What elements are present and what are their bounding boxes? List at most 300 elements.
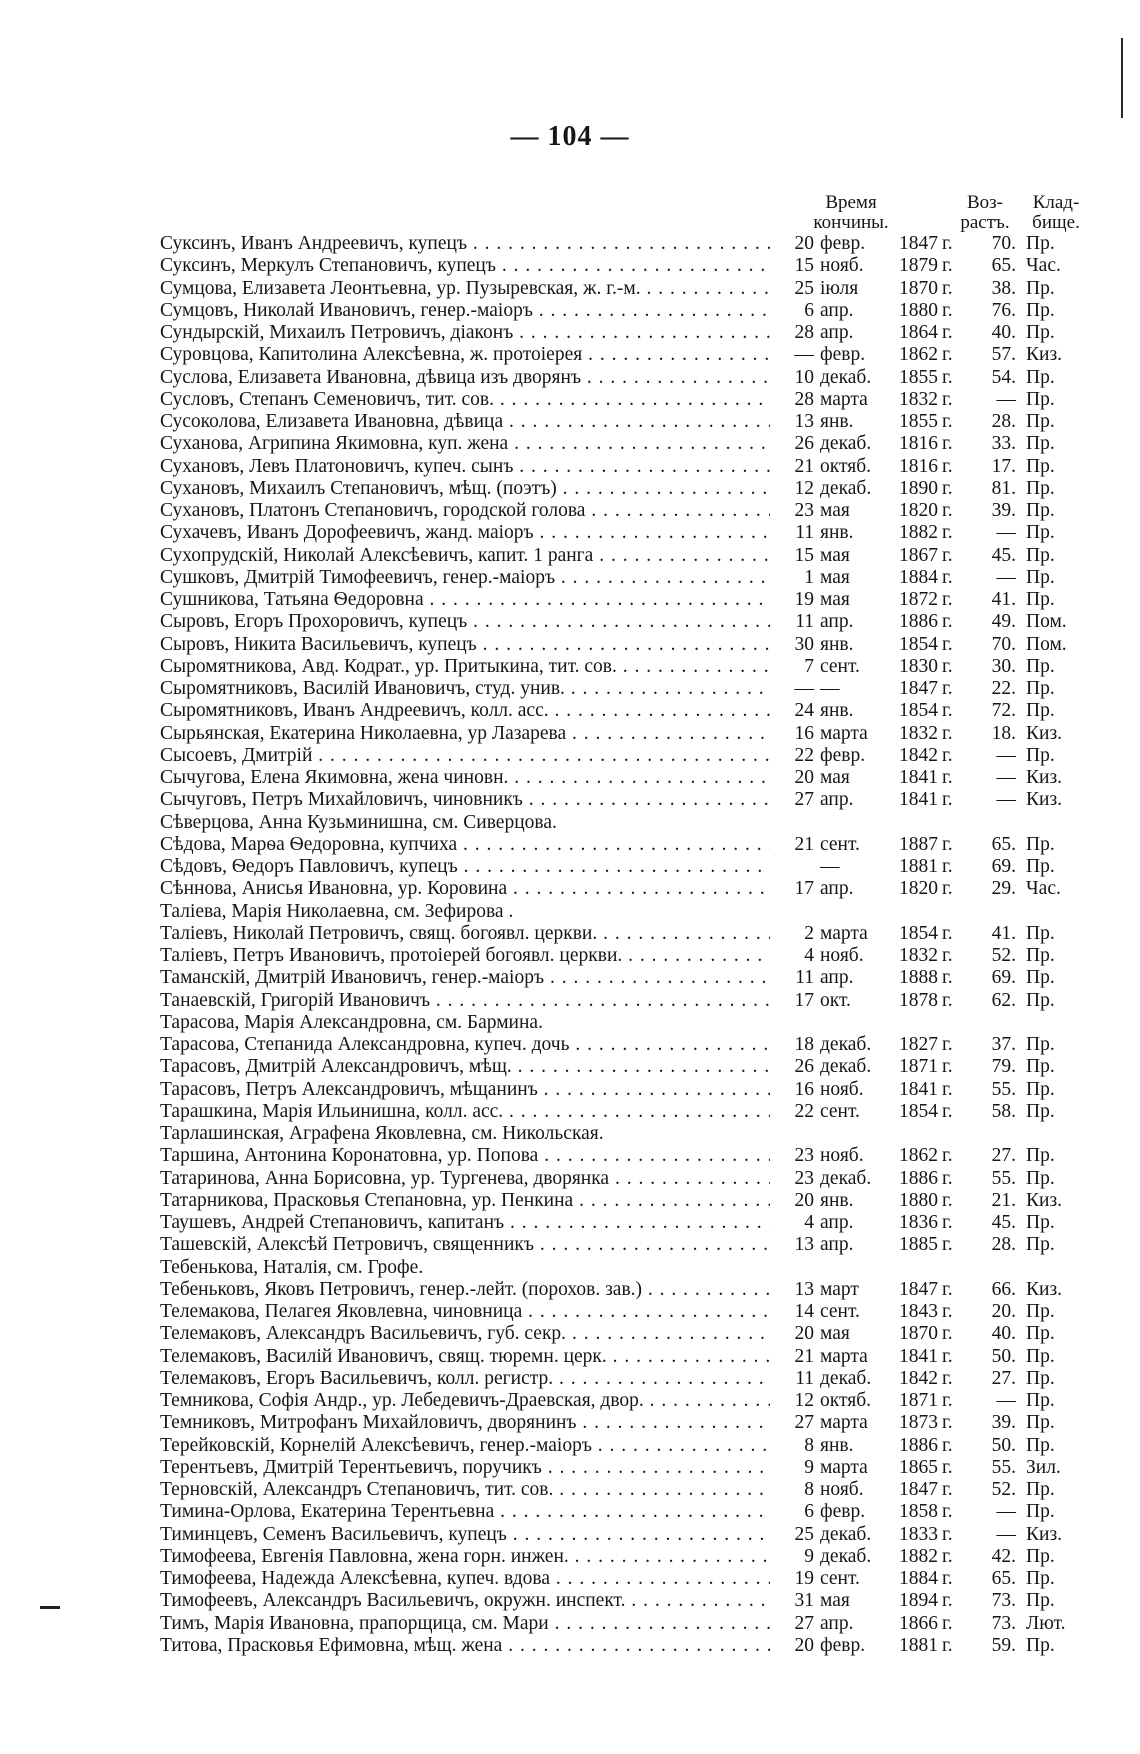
- entry-month: мая: [820, 500, 850, 521]
- list-item: [160, 389, 1120, 411]
- list-item: [160, 478, 1120, 500]
- entry-month: янв.: [820, 1434, 854, 1456]
- entry-year-suffix: г.: [942, 700, 953, 722]
- entry-month: мая: [820, 767, 850, 788]
- entry-year-suffix: г.: [942, 945, 953, 966]
- list-item: [160, 678, 1120, 700]
- entry-year-suffix: г.: [942, 1590, 953, 1612]
- entry-age: 55.: [991, 1078, 1016, 1100]
- entry-age: 79.: [991, 1056, 1016, 1078]
- entry-cemetery: Пр.: [1026, 433, 1055, 455]
- entry-cemetery: Киз.: [1026, 1523, 1063, 1545]
- entry-age: 73.: [991, 1612, 1016, 1634]
- entry-age: 72.: [991, 700, 1016, 722]
- entry-year-suffix: г.: [942, 878, 953, 900]
- entry-year: 1882: [899, 522, 938, 544]
- entry-name: Сѣдова, Марѳа Ѳедоровна, купчиха . . .: [160, 834, 770, 856]
- list-item: [160, 1479, 1120, 1501]
- entry-age: 42.: [991, 1545, 1016, 1567]
- column-header-cemetery-line1: Клад-: [1032, 192, 1080, 213]
- entry-age: 17.: [991, 455, 1016, 477]
- entry-age: 41.: [991, 922, 1016, 944]
- entry-year-suffix: г.: [942, 1479, 953, 1500]
- entry-cemetery: Пр.: [1026, 1078, 1055, 1100]
- entry-month: марта: [820, 1456, 868, 1478]
- entry-name: Суровцова, Капитолина Алексѣевна, ж. протоіерея . . .: [160, 344, 770, 366]
- entry-cemetery: Пр.: [1026, 678, 1055, 699]
- list-item: [160, 1568, 1120, 1590]
- entry-age: 40.: [991, 1323, 1016, 1345]
- entry-day: 11: [795, 1367, 814, 1389]
- entry-cemetery: Пр.: [1026, 544, 1055, 566]
- entry-year: 1890: [899, 477, 938, 499]
- column-header-age-line2: растъ.: [960, 212, 1010, 233]
- entry-name: Тарашкина, Марія Ильинишна, колл. асс. . . .: [160, 1101, 770, 1123]
- entry-day: 15: [794, 255, 814, 277]
- entry-day: 23: [794, 500, 814, 521]
- entry-year-suffix: г.: [942, 233, 953, 254]
- entry-year: 1862: [899, 344, 938, 366]
- entry-day: 20: [794, 233, 814, 254]
- entry-year-suffix: г.: [942, 1234, 953, 1256]
- entry-age: —: [996, 1390, 1016, 1411]
- list-item: [160, 300, 1120, 322]
- entry-age: 81.: [991, 477, 1016, 499]
- entry-name: Титова, Прасковья Ефимовна, мѣщ. жена . . .: [160, 1635, 770, 1657]
- list-item: [160, 1168, 1120, 1190]
- entry-name: Тарасовъ, Петръ Александровичъ, мѣщанинъ . . .: [160, 1079, 770, 1101]
- entry-age: —: [996, 388, 1016, 410]
- list-item: [160, 1368, 1120, 1390]
- entry-name: Терейковскій, Корнелій Алексѣевичъ, генер.-маіоръ . . .: [160, 1435, 770, 1457]
- entry-cemetery: Пр.: [1026, 1034, 1055, 1055]
- entry-day: 9: [804, 1545, 814, 1567]
- entry-month: апр.: [820, 611, 854, 633]
- entry-name: Сухачевъ, Иванъ Дорофеевичъ, жанд. маіоръ . . .: [160, 522, 770, 544]
- list-item: [160, 1212, 1120, 1234]
- entry-day: 19: [794, 589, 814, 610]
- list-item: [160, 545, 1120, 567]
- entry-name: Терентьевъ, Дмитрій Терентьевичъ, поручикъ . . .: [160, 1457, 770, 1479]
- entry-name: Тиминцевъ, Семенъ Васильевичъ, купецъ . . .: [160, 1524, 770, 1546]
- entry-year-suffix: г.: [942, 1056, 953, 1078]
- entry-cemetery: Пр.: [1026, 388, 1055, 410]
- entry-month: сент.: [820, 1301, 860, 1322]
- entry-year: 1872: [899, 589, 938, 610]
- entry-year-suffix: г.: [942, 299, 953, 321]
- list-item: [160, 589, 1120, 611]
- list-item: [160, 367, 1120, 389]
- entry-age: 59.: [991, 1634, 1016, 1656]
- entry-year: 1886: [899, 1434, 938, 1456]
- entry-cemetery: Пр.: [1026, 1590, 1055, 1612]
- entry-day: —: [794, 344, 814, 366]
- entry-year: 1854: [899, 700, 938, 722]
- entry-year-suffix: г.: [942, 1501, 953, 1523]
- entry-year: 1881: [899, 856, 938, 877]
- entry-year-suffix: г.: [942, 433, 953, 455]
- entry-age: 73.: [991, 1590, 1016, 1612]
- entry-year: 1841: [899, 1078, 938, 1100]
- entry-year-suffix: г.: [942, 522, 953, 544]
- entry-cemetery: Час.: [1026, 255, 1061, 277]
- entry-cemetery: Киз.: [1026, 1189, 1063, 1211]
- entry-year-suffix: г.: [942, 1634, 953, 1656]
- entry-name: Таманскій, Дмитрій Ивановичъ, генер.-маіоръ . . .: [160, 967, 770, 989]
- entry-name: Тебеньковъ, Яковъ Петровичъ, генер.-лейт. (порохов. зав.) . . .: [160, 1279, 770, 1301]
- entry-year-suffix: г.: [942, 1545, 953, 1567]
- entry-year-suffix: г.: [942, 477, 953, 499]
- entry-age: 20.: [991, 1301, 1016, 1322]
- entry-age: 66.: [991, 1278, 1016, 1300]
- entry-day: 21: [794, 1345, 814, 1367]
- entry-day: 23: [794, 1145, 814, 1167]
- entry-year: 1894: [899, 1590, 938, 1612]
- entry-age: 65.: [991, 833, 1016, 855]
- entry-age: 28.: [991, 1234, 1016, 1256]
- entry-age: 54.: [991, 366, 1016, 388]
- entry-year: 1882: [899, 1545, 938, 1567]
- entry-name: Таліева, Марія Николаевна, см. Зефирова .: [160, 900, 514, 922]
- entry-month: декаб.: [820, 1167, 872, 1189]
- entry-year-suffix: г.: [942, 1100, 953, 1122]
- entry-age: —: [996, 767, 1016, 788]
- entry-year: 1827: [899, 1034, 938, 1055]
- entry-day: 30: [794, 633, 814, 655]
- entry-day: 8: [804, 1479, 814, 1500]
- entry-age: 49.: [991, 611, 1016, 633]
- entry-name: Таліевъ, Николай Петровичъ, свящ. богоявл. церкви. . . .: [160, 923, 770, 945]
- entry-year: 1820: [899, 878, 938, 900]
- entry-month: нояб.: [820, 1145, 864, 1167]
- entry-month: сент.: [820, 1100, 860, 1122]
- entry-month: апр.: [820, 322, 854, 343]
- entry-name: Сѣверцова, Анна Кузьминишна, см. Сиверцова.: [160, 811, 557, 833]
- entry-age: 57.: [991, 344, 1016, 366]
- entry-month: декаб.: [820, 1545, 872, 1567]
- list-item: [160, 812, 1120, 834]
- entry-name: Тимъ, Марія Ивановна, прапорщица, см. Мари . . .: [160, 1613, 770, 1635]
- entry-day: 9: [804, 1456, 814, 1478]
- entry-name: Татаринова, Анна Борисовна, ур. Тургенева, дворянка . . .: [160, 1168, 770, 1190]
- list-item: [160, 278, 1120, 300]
- entry-month: марта: [820, 1345, 868, 1367]
- entry-year: 1847: [899, 1479, 938, 1500]
- entry-name: Сухановъ, Михаилъ Степановичъ, мѣщ. (поэтъ) . . .: [160, 478, 770, 500]
- entry-age: 28.: [991, 411, 1016, 432]
- entry-cemetery: Пр.: [1026, 655, 1055, 677]
- entry-month: апр.: [820, 299, 854, 321]
- entry-day: 25: [794, 277, 814, 299]
- entry-month: мая: [820, 566, 850, 588]
- entry-day: 17: [794, 878, 814, 900]
- list-item: [160, 789, 1120, 811]
- list-item: [160, 522, 1120, 544]
- entry-month: мая: [820, 544, 850, 566]
- list-item: [160, 1257, 1120, 1279]
- entry-month: декаб.: [820, 1034, 872, 1055]
- entry-year: 1832: [899, 722, 938, 744]
- entry-year: 1841: [899, 1345, 938, 1367]
- entry-age: 52.: [991, 1479, 1016, 1500]
- entry-month: октяб.: [820, 1390, 871, 1411]
- entry-month: марта: [820, 388, 868, 410]
- list-item: [160, 1635, 1120, 1657]
- entry-year: 1880: [899, 299, 938, 321]
- entry-year: 1854: [899, 1100, 938, 1122]
- entry-month: мая: [820, 1590, 850, 1612]
- entry-month: іюля: [820, 277, 859, 299]
- entry-month: февр.: [820, 344, 866, 366]
- entry-year-suffix: г.: [942, 922, 953, 944]
- entry-year: 1855: [899, 366, 938, 388]
- entry-month: —: [820, 856, 840, 877]
- column-header-cemetery-line2: бище.: [1032, 212, 1080, 233]
- entry-cemetery: Пр.: [1026, 967, 1055, 989]
- entry-age: 65.: [991, 255, 1016, 277]
- entry-year-suffix: г.: [942, 655, 953, 677]
- entry-year: 1858: [899, 1501, 938, 1523]
- entry-cemetery: Киз.: [1026, 344, 1063, 366]
- entry-year-suffix: г.: [942, 744, 953, 766]
- entry-year: 1830: [899, 655, 938, 677]
- entry-cemetery: Зил.: [1026, 1456, 1061, 1478]
- list-item: [160, 1234, 1120, 1256]
- entry-day: 20: [794, 1634, 814, 1656]
- entry-day: 20: [794, 1323, 814, 1345]
- entry-day: 2: [804, 922, 814, 944]
- entry-year-suffix: г.: [942, 544, 953, 566]
- entry-age: 69.: [991, 967, 1016, 989]
- list-item: [160, 1279, 1120, 1301]
- entry-name: Сушковъ, Дмитрій Тимофеевичъ, генер.-маіоръ . . .: [160, 567, 770, 589]
- entry-year: 1832: [899, 388, 938, 410]
- entry-year-suffix: г.: [942, 589, 953, 610]
- entry-month: янв.: [820, 522, 854, 544]
- entry-day: 27: [794, 1412, 814, 1434]
- entry-name: Сыромятникова, Авд. Кодрат., ур. Притыкина, тит. сов. . . .: [160, 656, 770, 678]
- entry-age: 29.: [991, 878, 1016, 900]
- entry-age: —: [996, 789, 1016, 811]
- entry-cemetery: Киз.: [1026, 767, 1063, 788]
- list-item: [160, 1056, 1120, 1078]
- list-item: [160, 834, 1120, 856]
- entry-name: Телемаковъ, Александръ Васильевичъ, губ. секр. . . .: [160, 1323, 770, 1345]
- entry-name: Сушникова, Татьяна Ѳедоровна . . .: [160, 589, 770, 611]
- entry-age: 55.: [991, 1456, 1016, 1478]
- entry-month: декаб.: [820, 1367, 872, 1389]
- entry-cemetery: Пр.: [1026, 1545, 1055, 1567]
- entry-cemetery: Лют.: [1026, 1612, 1066, 1634]
- entry-month: мая: [820, 589, 850, 610]
- entry-year-suffix: г.: [942, 255, 953, 277]
- entry-name: Тарасовъ, Дмитрій Александровичъ, мѣщ. . . .: [160, 1056, 770, 1078]
- entry-cemetery: Пр.: [1026, 1568, 1055, 1589]
- entry-month: апр.: [820, 1234, 854, 1256]
- entry-month: нояб.: [820, 945, 864, 966]
- entry-name: Суксинъ, Иванъ Андреевичъ, купецъ . . .: [160, 233, 770, 255]
- list-item: [160, 767, 1120, 789]
- entry-year: 1847: [899, 1278, 938, 1300]
- entry-name: Тимофеева, Надежда Алексѣевна, купеч. вдова . . .: [160, 1568, 770, 1590]
- scan-edge-line: [1121, 38, 1123, 118]
- list-item: [160, 233, 1120, 255]
- entry-month: апр.: [820, 878, 854, 900]
- entry-year: 1816: [899, 433, 938, 455]
- entry-name: Телемаковъ, Егоръ Васильевичъ, колл. регистр. . . .: [160, 1368, 770, 1390]
- entry-day: 4: [804, 945, 814, 966]
- entry-year-suffix: г.: [942, 1323, 953, 1345]
- list-item: [160, 945, 1120, 967]
- list-item: [160, 1524, 1120, 1546]
- entry-cemetery: Пр.: [1026, 1212, 1055, 1233]
- entry-year: 1832: [899, 945, 938, 966]
- entry-year: 1865: [899, 1456, 938, 1478]
- list-item: [160, 723, 1120, 745]
- entry-cemetery: Пр.: [1026, 455, 1055, 477]
- entry-day: 21: [794, 833, 814, 855]
- entry-day: 8: [804, 1434, 814, 1456]
- entry-age: 58.: [991, 1100, 1016, 1122]
- entry-cemetery: Пр.: [1026, 566, 1055, 588]
- entry-name: Татарникова, Прасковья Степановна, ур. Пенкина . . .: [160, 1190, 770, 1212]
- entry-cemetery: Пр.: [1026, 1100, 1055, 1122]
- entry-day: 26: [794, 1056, 814, 1078]
- entry-month: сент.: [820, 1568, 860, 1589]
- entry-month: —: [820, 678, 840, 699]
- entry-age: 70.: [991, 233, 1016, 254]
- entry-year-suffix: г.: [942, 277, 953, 299]
- entry-year-suffix: г.: [942, 1034, 953, 1055]
- list-item: [160, 967, 1120, 989]
- list-item: [160, 255, 1120, 277]
- entry-name: Сѣннова, Анисья Ивановна, ур. Коровина . . .: [160, 878, 770, 900]
- entry-day: 11: [795, 522, 814, 544]
- entry-name: Суксинъ, Меркулъ Степановичъ, купецъ . . .: [160, 255, 770, 277]
- entry-name: Тебенькова, Наталія, см. Грофе.: [160, 1256, 424, 1278]
- entry-day: 13: [794, 1278, 814, 1300]
- entry-year: 1870: [899, 277, 938, 299]
- entry-name: Сумцовъ, Николай Ивановичъ, генер.-маіоръ . . .: [160, 300, 770, 322]
- entry-month: мая: [820, 1323, 850, 1345]
- entry-year-suffix: г.: [942, 767, 953, 788]
- entry-year: 1847: [899, 233, 938, 254]
- entry-age: 30.: [991, 655, 1016, 677]
- entry-month: марта: [820, 722, 868, 744]
- column-header-age: [958, 193, 1012, 233]
- entry-name: Таушевъ, Андрей Степановичъ, капитанъ . . .: [160, 1212, 770, 1234]
- list-item: [160, 1145, 1120, 1167]
- list-item: [160, 856, 1120, 878]
- entry-month: февр.: [820, 1501, 866, 1523]
- entry-year-suffix: г.: [942, 322, 953, 343]
- list-item: [160, 567, 1120, 589]
- entry-age: 55.: [991, 1167, 1016, 1189]
- entry-year-suffix: г.: [942, 1412, 953, 1434]
- entry-age: 41.: [991, 589, 1016, 610]
- entry-age: 40.: [991, 322, 1016, 343]
- entry-cemetery: Пом.: [1026, 633, 1067, 655]
- entry-name: Телемаковъ, Василій Ивановичъ, свящ. тюремн. церк. . . .: [160, 1346, 770, 1368]
- entry-day: 22: [794, 1100, 814, 1122]
- entry-name: Тарасова, Марія Александровна, см. Бармина.: [160, 1011, 543, 1033]
- entry-day: 23: [794, 1167, 814, 1189]
- list-item: [160, 1123, 1120, 1145]
- list-item: [160, 1590, 1120, 1612]
- entry-year: 1888: [899, 967, 938, 989]
- entry-cemetery: Пр.: [1026, 922, 1055, 944]
- entry-name: Тимофеевъ, Александръ Васильевичъ, окружн. инспект. . . .: [160, 1590, 770, 1612]
- entry-year: 1867: [899, 544, 938, 566]
- entry-cemetery: Пр.: [1026, 1634, 1055, 1656]
- entry-day: 15: [794, 544, 814, 566]
- list-item: [160, 1412, 1120, 1434]
- column-header-cemetery: [1016, 193, 1096, 233]
- list-item: [160, 901, 1120, 923]
- entry-day: 4: [804, 1212, 814, 1233]
- entry-age: 50.: [991, 1345, 1016, 1367]
- entry-name: Сухановъ, Левъ Платоновичъ, купеч. сынъ . . .: [160, 456, 770, 478]
- column-header-time: [776, 193, 926, 233]
- entry-month: сент.: [820, 833, 860, 855]
- entry-cemetery: Пр.: [1026, 589, 1055, 610]
- entry-age: 33.: [991, 433, 1016, 455]
- entry-cemetery: Пр.: [1026, 500, 1055, 521]
- entry-year: 1854: [899, 922, 938, 944]
- entry-cemetery: Киз.: [1026, 789, 1063, 811]
- entry-day: 28: [794, 388, 814, 410]
- entry-day: 1: [804, 566, 814, 588]
- list-item: [160, 878, 1120, 900]
- entry-cemetery: Киз.: [1026, 722, 1063, 744]
- list-item: [160, 500, 1120, 522]
- list-item: [160, 634, 1120, 656]
- entry-month: декаб.: [820, 477, 872, 499]
- entry-month: декаб.: [820, 1523, 872, 1545]
- entry-age: —: [996, 522, 1016, 544]
- entry-day: 10: [794, 366, 814, 388]
- entry-name: Тимофеева, Евгенія Павловна, жена горн. инжен. . . .: [160, 1546, 770, 1568]
- entry-day: 27: [794, 789, 814, 811]
- entry-year: 1847: [899, 678, 938, 699]
- entry-name: Сусоколова, Елизавета Ивановна, дѣвица . . .: [160, 411, 770, 433]
- entry-year-suffix: г.: [942, 856, 953, 877]
- entry-year: 1871: [899, 1056, 938, 1078]
- entry-year: 1884: [899, 566, 938, 588]
- entry-year-suffix: г.: [942, 1301, 953, 1322]
- entry-month: нояб.: [820, 255, 864, 277]
- entry-month: февр.: [820, 233, 866, 254]
- entry-year-suffix: г.: [942, 989, 953, 1011]
- entry-year-suffix: г.: [942, 678, 953, 699]
- entry-day: 12: [794, 477, 814, 499]
- entry-year-suffix: г.: [942, 1390, 953, 1411]
- entry-year-suffix: г.: [942, 611, 953, 633]
- list-item: [160, 1501, 1120, 1523]
- entry-name: Сухановъ, Платонъ Степановичъ, городской голова . . .: [160, 500, 770, 522]
- entry-cemetery: Пр.: [1026, 1479, 1055, 1500]
- entry-day: 7: [804, 655, 814, 677]
- entry-name: Таршина, Антонина Коронатовна, ур. Попова . . .: [160, 1145, 770, 1167]
- entry-name: Сѣдовъ, Ѳедоръ Павловичъ, купецъ . . .: [160, 856, 770, 878]
- entry-month: марта: [820, 1412, 868, 1434]
- entry-day: 21: [794, 455, 814, 477]
- entry-year: 1843: [899, 1301, 938, 1322]
- entry-name: Сырьянская, Екатерина Николаевна, ур Лазарева . . .: [160, 723, 770, 745]
- entry-cemetery: Пр.: [1026, 833, 1055, 855]
- entry-day: 22: [794, 744, 814, 766]
- entry-year: 1866: [899, 1612, 938, 1634]
